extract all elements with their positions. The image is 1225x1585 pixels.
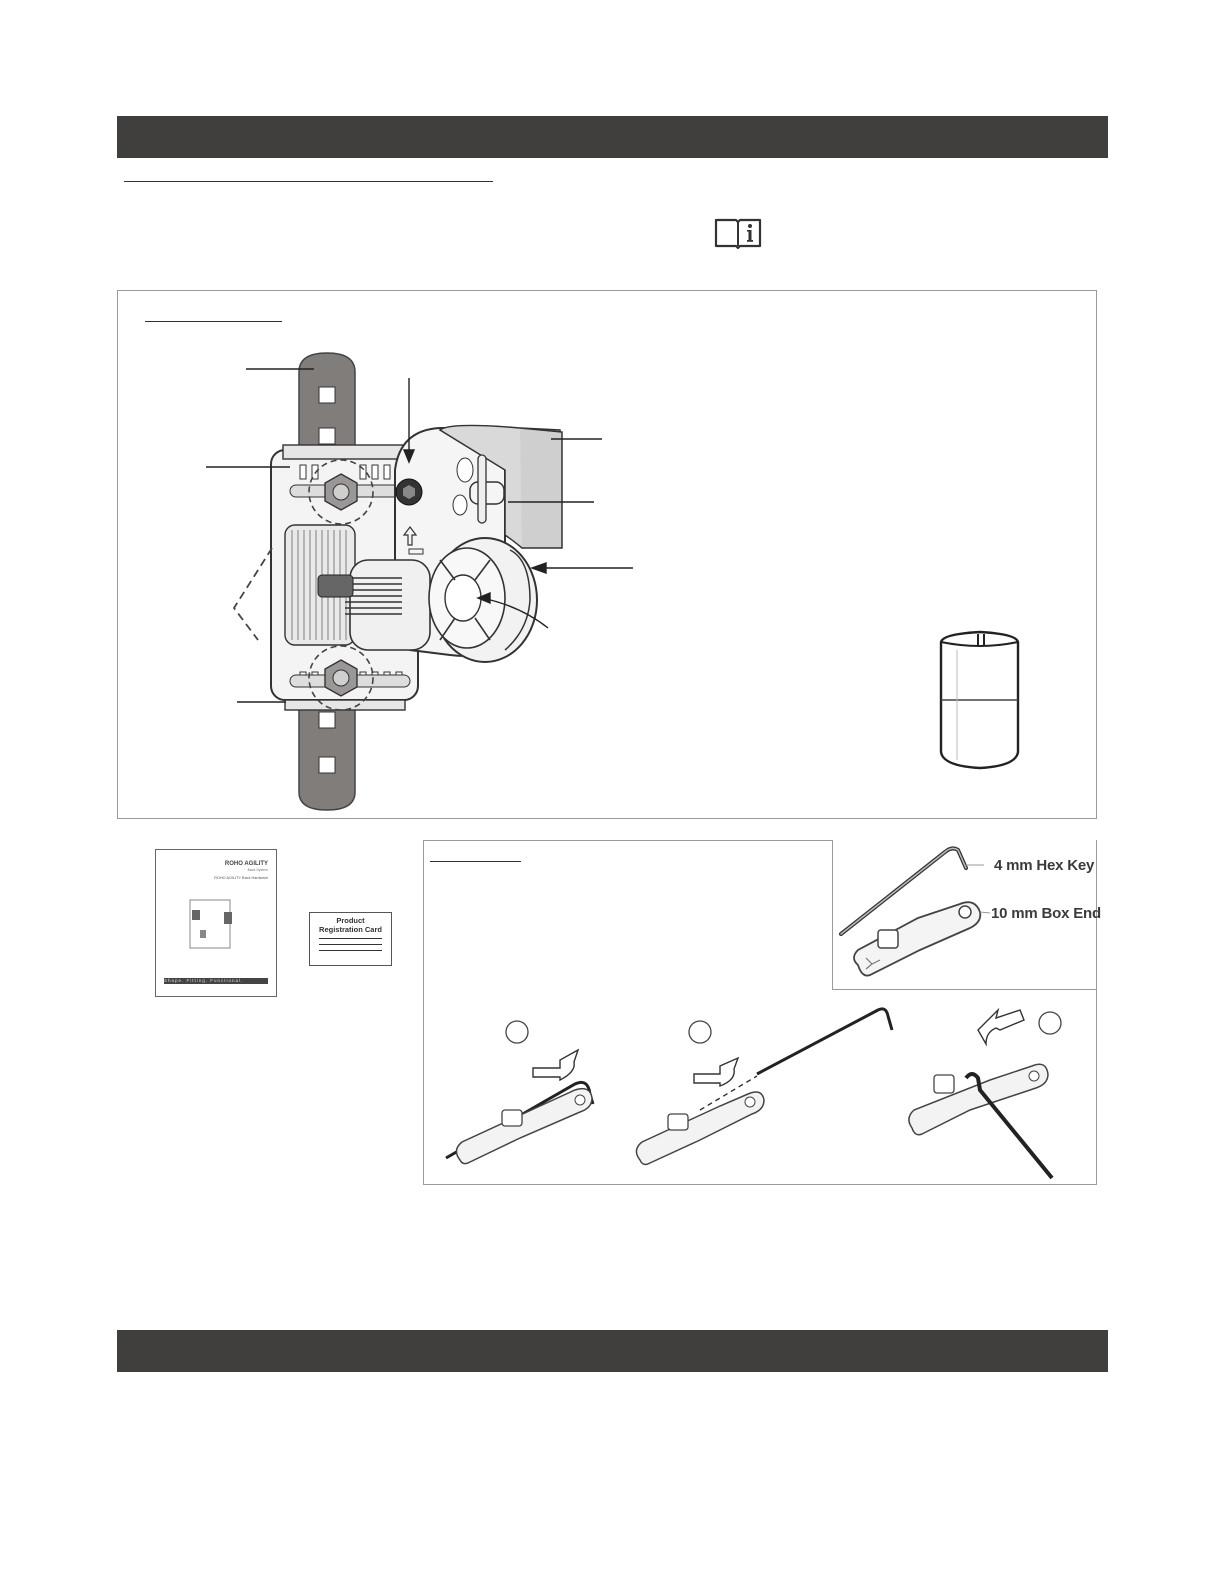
registration-card-line2: Registration Card bbox=[319, 925, 382, 934]
manual-subtitle: Back System bbox=[247, 868, 268, 872]
box-end-wrench-icon bbox=[854, 902, 990, 975]
manual-title: ROHO AGILITY Back Hardware bbox=[214, 876, 268, 880]
manual-footer: Shape. Fitting. Functional. bbox=[164, 978, 268, 984]
manual-brand: ROHO AGILITY bbox=[224, 861, 268, 867]
registration-card-line1: Product bbox=[336, 916, 365, 925]
step-2-illustration bbox=[636, 1009, 892, 1165]
box-end-label: 10 mm Box End bbox=[991, 905, 1101, 922]
step-1-illustration bbox=[446, 1021, 593, 1164]
step-3-illustration bbox=[909, 1010, 1061, 1178]
hex-key-label: 4 mm Hex Key bbox=[994, 857, 1095, 874]
